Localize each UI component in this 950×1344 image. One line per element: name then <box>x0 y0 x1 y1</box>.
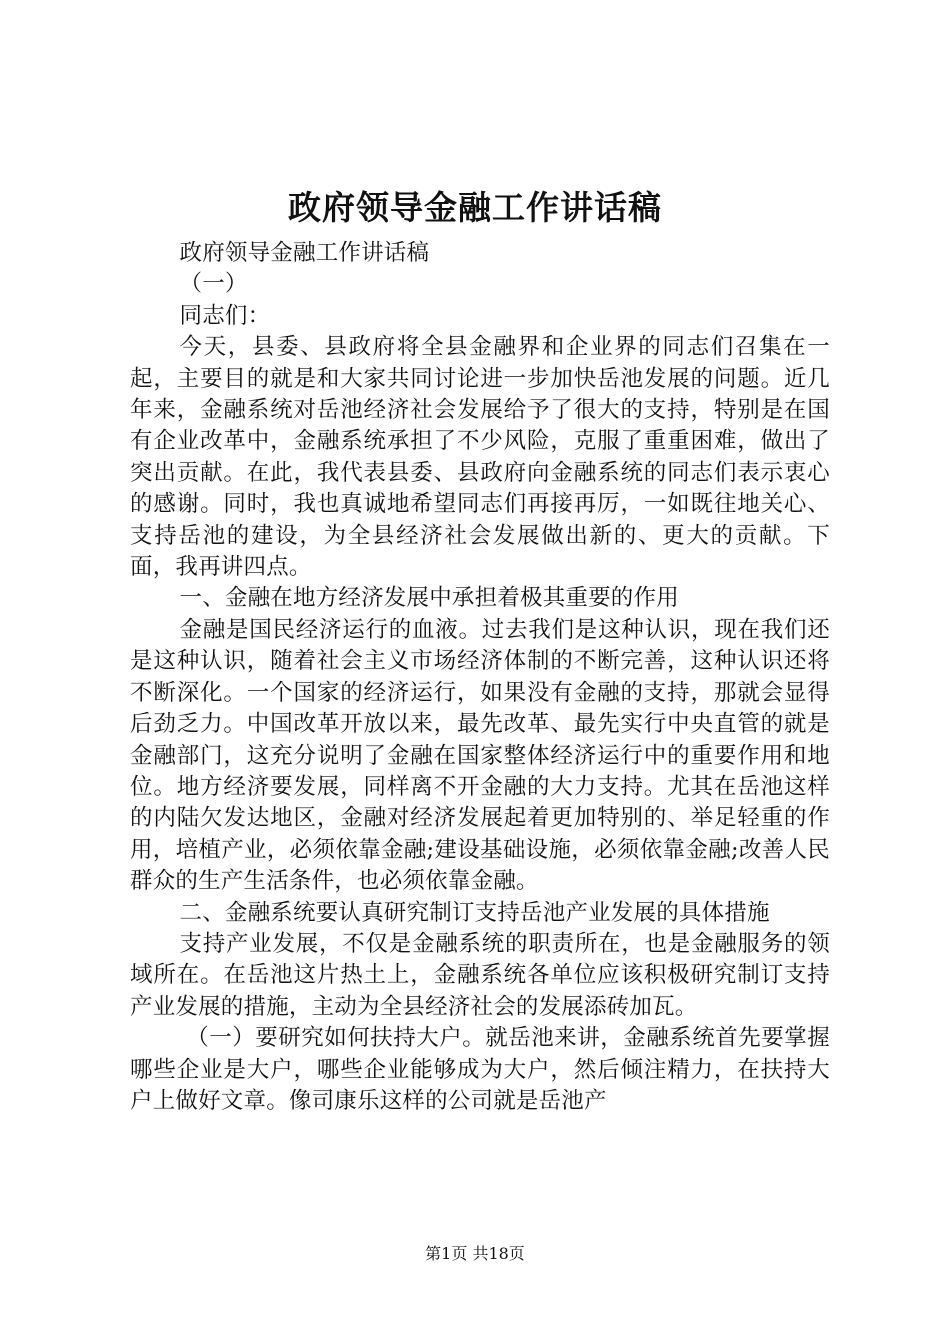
section-number-paragraph: （一） <box>179 271 248 298</box>
document-title: 政府领导金融工作讲话稿 <box>288 188 662 227</box>
salutation-paragraph: 同志们： <box>179 302 271 329</box>
body-paragraph: 金融是国民经济运行的血液。过去我们是这种认识，现在我们还是这种认识，随着社会主义市场经济体制的不断完善，这种认识还将不断深化。一个国家的经济运行，如果没有金融的支持，那就会显得后劲乏力。中国改革开放以来，最先改革、最先实行中央直管的就是金融部门，这充分说明了金融在国家整体经济运行中的重要作用和地位。地方经济要发展，同样离不开金融的大力支持。尤其在岳池这样的内陆欠发达地区，金融对经济发展起着更加特别的、举足轻重的作用，培植产业，必须依靠金融;建设基础设施，必须依靠金融;改善人民群众的生产生活条件，也必须依靠金融。 <box>130 616 830 895</box>
document-body <box>130 238 830 1117</box>
body-paragraph: 今天，县委、县政府将全县金融界和企业界的同志们召集在一起，主要目的就是和大家共同讨论进一步加快岳池发展的问题。近几年来，金融系统对岳池经济社会发展给予了很大的支持，特别是在国有企业改革中，金融系统承担了不少风险，克服了重重困难，做出了突出贡献。在此，我代表县委、县政府向金融系统的同志们表示衷心的感谢。同时，我也真诚地希望同志们再接再厉，一如既往地关心、支持岳池的建设，为全县经济社会发展做出新的、更大的贡献。下面，我再讲四点。 <box>130 334 830 581</box>
heading-paragraph: 二、金融系统要认真研究制订支持岳池产业发展的具体措施 <box>179 899 770 926</box>
body-paragraph: （一）要研究如何扶持大户。就岳池来讲，金融系统首先要掌握哪些企业是大户，哪些企业能够成为大户，然后倾注精力，在扶持大户上做好文章。像司康乐这样的公司就是岳池产 <box>130 1025 830 1114</box>
page-footer: 第1页 共18页 <box>425 1244 525 1263</box>
body-paragraph: 支持产业发展，不仅是金融系统的职责所在，也是金融服务的领域所在。在岳池这片热土上，金融系统各单位应该积极研究制订支持产业发展的措施，主动为全县经济社会的发展添砖加瓦。 <box>130 930 830 1020</box>
heading-paragraph: 一、金融在地方经济发展中承担着极其重要的作用 <box>179 585 679 612</box>
subtitle-paragraph: 政府领导金融工作讲话稿 <box>179 240 430 266</box>
